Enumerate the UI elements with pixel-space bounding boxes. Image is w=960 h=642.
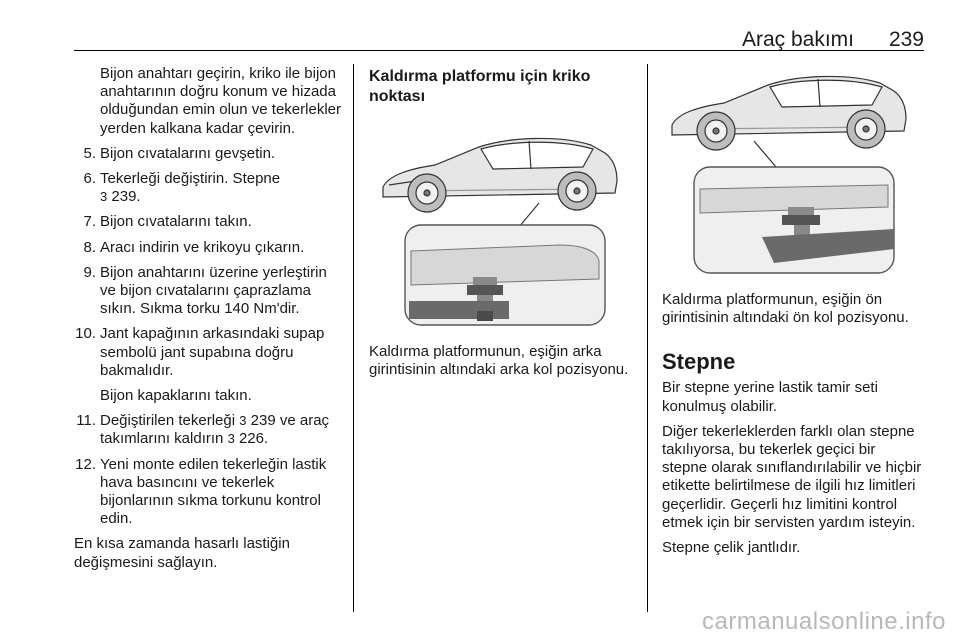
figure-caption: Kaldırma platformunun, eşiğin arka girintisinin altındaki arka kol pozisyonu. [369, 343, 629, 379]
item-text: Bijon cıvatalarını gevşetin. [100, 144, 276, 162]
item-number: 9. [83, 263, 96, 281]
section-heading: Kaldırma platformu için kriko noktası [369, 68, 591, 105]
list-item-6 [74, 170, 346, 206]
page-ref-link[interactable]: 239 ve [250, 412, 296, 430]
column-divider-1 [353, 64, 354, 612]
watermark-text: carmanualsonline.info [702, 608, 946, 635]
item-text: Bijon cıvatalarını takın. [100, 213, 252, 231]
item-text: Bijon anahtarını üzerine yerleştirin ve bijon cıvatalarını çaprazlama sıkın. Sıkma torku 140 Nm'dir. [100, 263, 327, 318]
list-item-12 [74, 456, 346, 529]
paragraph: Stepne çelik jantlıdır. [662, 539, 801, 557]
column-1 [74, 65, 346, 579]
rear-wheel-icon [847, 110, 885, 148]
item-text: araç takımlarını kaldırın [100, 412, 330, 448]
page-header [74, 28, 924, 52]
column-2 [369, 67, 631, 386]
paragraph: Bir stepne yerine lastik tamir seti konulmuş olabilir. [662, 379, 878, 415]
item-number: 8. [83, 238, 96, 256]
paragraph: Diğer tekerleklerden farklı olan stepne takılıyorsa, bu tekerlek geçici bir stepne olarak sınıflandırılabilir ve hiçbir etikette belirtilmese de ilgili hız limitleri geçerlidir. Geçerli hız limitini kontrol etmek için bir servisten yardım isteyin. [662, 422, 922, 531]
item-text: Aracı indirin ve krikoyu çıkarın. [100, 238, 305, 256]
page-ref-link[interactable]: 239. [111, 188, 141, 206]
section-heading: Stepne [662, 349, 736, 375]
list-item-8 [74, 239, 346, 257]
list-item-11 [74, 412, 346, 448]
column-divider-2 [647, 64, 648, 612]
rear-lift-point-illustration [369, 119, 631, 329]
header-divider [74, 50, 924, 51]
step-intro: Bijon anahtarı geçirin, kriko ile bijon anahtarının doğru konum ve hizada olduğundan emin olun ve tekerlekler yerden kalkana kadar çevirin. [100, 65, 341, 137]
page-ref-link[interactable]: 226. [238, 430, 269, 448]
ref-arrow-icon: 3 [100, 189, 108, 205]
item-text: Yeni monte edilen tekerleğin lastik hava basıncını ve tekerlek bijonlarının sıkma torkunu kontrol edin. [100, 455, 327, 528]
item-number: 6. [83, 170, 96, 188]
ref-arrow-icon: 3 [239, 413, 247, 429]
column-3 [662, 67, 924, 564]
item-10-subtext: Bijon kapaklarını takın. [100, 387, 252, 405]
item-text: Jant kapağının arkasındaki supap sembolü jant supabına doğru bakmalıdır. [100, 325, 325, 379]
figure-caption: Kaldırma platformunun, eşiğin ön girintisinin altındaki ön kol pozisyonu. [662, 291, 909, 327]
front-lift-point-illustration [662, 67, 924, 277]
front-wheel-icon [408, 174, 446, 212]
item-number: 11. [76, 412, 96, 430]
list-item-9 [74, 264, 346, 319]
jack-point-detail-icon [694, 167, 894, 273]
closing-note: En kısa zamanda hasarlı lastiğin değişmesini sağlayın. [74, 535, 290, 571]
list-item-10 [74, 325, 346, 380]
list-item-7 [74, 213, 346, 231]
rear-wheel-icon [558, 172, 596, 210]
item-text: Tekerleği değiştirin. Stepne [100, 170, 281, 188]
item-text: Değiştirilen tekerleği [100, 412, 236, 430]
jack-point-detail-icon [405, 225, 605, 325]
item-number: 7. [83, 213, 96, 231]
section-title: Araç bakımı [741, 28, 854, 51]
ref-arrow-icon: 3 [227, 431, 235, 447]
page-number: 239 [888, 28, 924, 51]
item-number: 5. [83, 144, 96, 162]
front-wheel-icon [697, 112, 735, 150]
list-item-5 [74, 145, 346, 163]
item-number: 12. [75, 455, 96, 473]
item-number: 10. [75, 325, 96, 343]
